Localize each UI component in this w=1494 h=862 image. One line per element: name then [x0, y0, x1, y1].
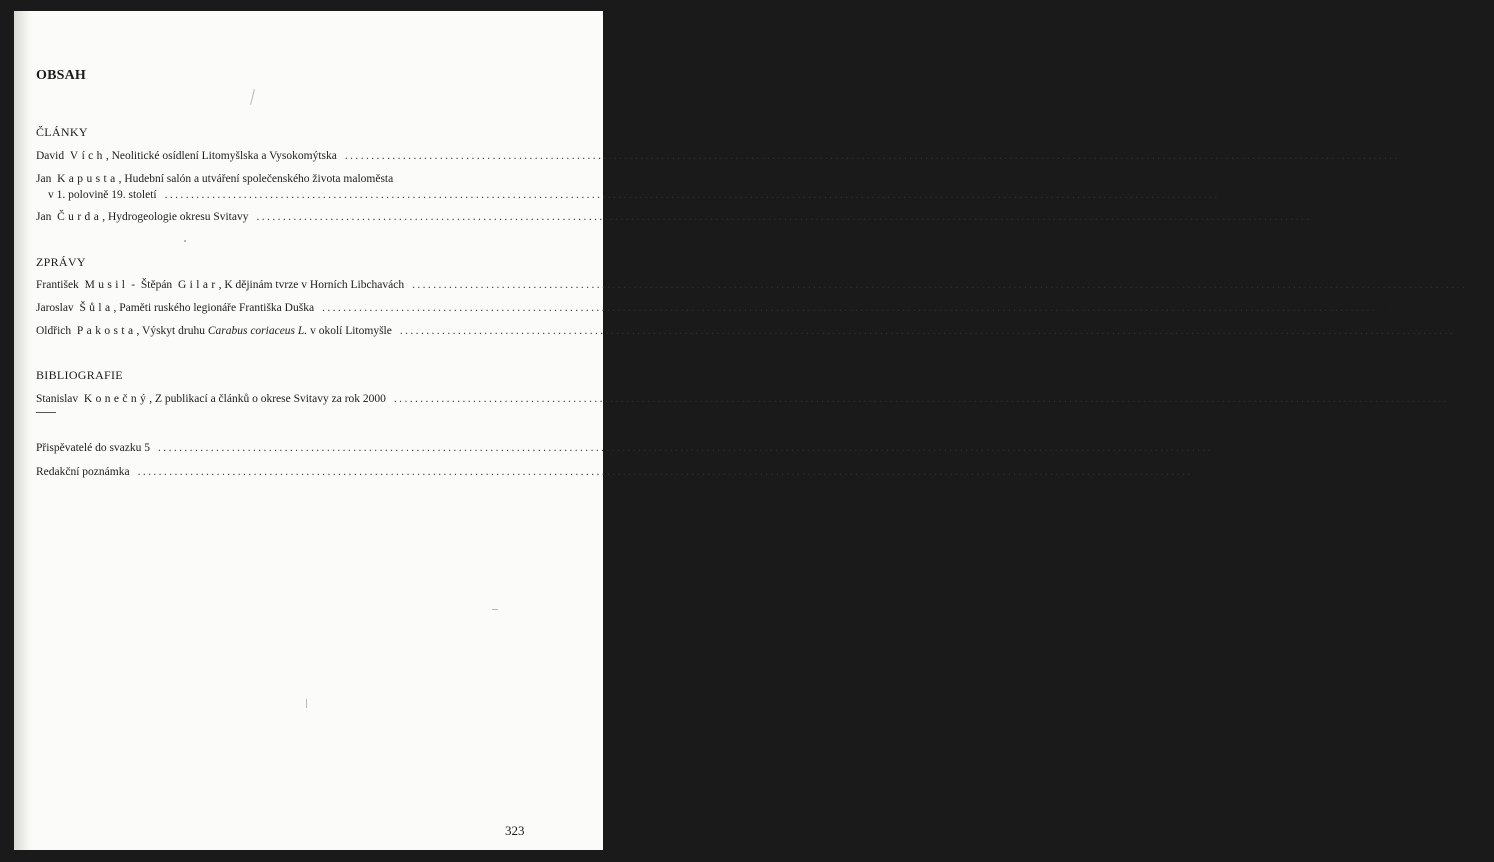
section-reports-heading: ZPRÁVY [36, 255, 86, 269]
dot-leader: ........................................................................................................................................................................................................ [393, 393, 1449, 405]
section-bibliography-heading: BIBLIOGRAFIE [36, 368, 123, 382]
author-first-name: David [36, 150, 65, 162]
author-surname: Konečný [83, 393, 150, 405]
section-articles-heading: ČLÁNKY [36, 125, 88, 139]
dot-leader: ........................................................................................................................................................................................................ [164, 189, 1220, 201]
scan-artifact [492, 609, 498, 610]
dot-leader: ........................................................................................................................................................................................................ [158, 442, 1214, 454]
toc-entry-kapusta-line1[interactable]: Jan Kapusta, Hudební salón a utváření společenského života maloměsta [36, 173, 394, 185]
toc-entry-sula[interactable]: Jaroslav Šůla, Paměti ruského legionáře Františka Duška ........................................................................................................................................................................................................ 251 [36, 302, 1405, 314]
toc-entry-musil-gilar[interactable]: František Musil - Štěpán Gilar, K dějinám tvrze v Horních Libchavách ........................................................................................................................................................................................................ 243 [36, 279, 1494, 291]
toc-entry-vich[interactable]: David Vích, Neolitické osídlení Litomyšlska a Vysokomýtska ........................................................................................................................................................................................................ 7 [36, 150, 1416, 162]
entry-page-number: 243 [1477, 279, 1494, 291]
entry-title: K dějinám tvrze v Horních Libchavách [224, 279, 405, 291]
document-page [14, 11, 1494, 850]
entry-title: Hudební salón a utváření společenského života maloměsta [124, 173, 394, 185]
toc-entry-editorial-note[interactable] [36, 464, 1220, 480]
author-joiner: - [131, 279, 136, 291]
entry-page-number: 79 [1229, 189, 1242, 201]
author-first-name: František [36, 279, 79, 291]
entry-title: Paměti ruského legionáře Františka Duška [119, 302, 315, 314]
entry-page-number: 321 [1202, 466, 1220, 478]
scan-artifact [184, 240, 186, 242]
author-first-name: Jan [36, 173, 52, 185]
toc-entry-kapusta-line2[interactable] [48, 187, 1242, 203]
species-name: Carabus coriaceus L. [207, 325, 308, 337]
toc-entry-curda[interactable]: Jan Čurda, Hydrogeologie okresu Svitavy ........................................................................................................................................................................................................ 133 [36, 211, 1339, 223]
scan-artifact [250, 89, 255, 105]
toc-entry-konecny[interactable]: Stanislav Konečný, Z publikací a článků o okrese Svitavy za rok 2000 ........................................................................................................................................................................................................ 309 [36, 393, 1477, 405]
author-first-name: Oldřich [36, 325, 72, 337]
entry-title: Z publikací a článků o okrese Svitavy za rok 2000 [155, 393, 386, 405]
dot-leader: ........................................................................................................................................................................................................ [137, 466, 1193, 478]
dot-leader: ........................................................................................................................................................................................................ [322, 302, 1378, 314]
author-first-name: Štěpán [140, 279, 173, 291]
entry-page-number: 319 [1223, 442, 1241, 454]
entry-title-continuation: v 1. polovině 19. století [48, 189, 157, 201]
author-surname: Čurda [57, 211, 103, 223]
author-surname: Šůla [79, 302, 114, 314]
author-first-name: Jan [36, 211, 52, 223]
dot-leader: ........................................................................................................................................................................................................ [256, 211, 1312, 223]
entry-title: Přispěvatelé do svazku 5 [36, 442, 151, 454]
author-surname: Musil [84, 279, 129, 291]
dot-leader: ........................................................................................................................................................................................................ [412, 279, 1468, 291]
contents-heading: OBSAH [36, 68, 87, 83]
entry-title: Redakční poznámka [36, 466, 130, 478]
author-first-name: Stanislav [36, 393, 79, 405]
dot-leader: ........................................................................................................................................................................................................ [399, 325, 1455, 337]
entry-page-number: 7 [1409, 150, 1416, 162]
entry-title: Hydrogeologie okresu Svitavy [107, 211, 249, 223]
dot-leader: ........................................................................................................................................................................................................ [344, 150, 1400, 162]
toc-entry-pakosta[interactable]: Oldřich Pakosta, Výskyt druhu Carabus coriaceus L. v okolí Litomyšle ........................................................................................................................................................................................................ 301 [36, 325, 1483, 337]
binding-gutter-shadow [14, 11, 32, 850]
entry-title: v okolí Litomyšle [310, 325, 392, 337]
page-folio-number: 323 [505, 823, 525, 838]
entry-page-number: 301 [1464, 325, 1483, 337]
author-surname: Pakosta [76, 325, 137, 337]
author-surname: Kapusta [57, 173, 119, 185]
entry-title: Výskyt druhu [142, 325, 205, 337]
entry-page-number: 251 [1387, 302, 1405, 314]
author-first-name: Jaroslav [36, 302, 74, 314]
entry-page-number: 133 [1321, 211, 1339, 223]
entry-page-number: 309 [1458, 393, 1477, 405]
toc-entry-contributors[interactable] [36, 440, 1241, 456]
scan-artifact [306, 699, 307, 708]
author-surname: Gilar [177, 279, 219, 291]
entry-title: Neolitické osídlení Litomyšlska a Vysokomýtska [111, 150, 337, 162]
author-surname: Vích [69, 150, 106, 162]
separator-rule [36, 412, 56, 413]
